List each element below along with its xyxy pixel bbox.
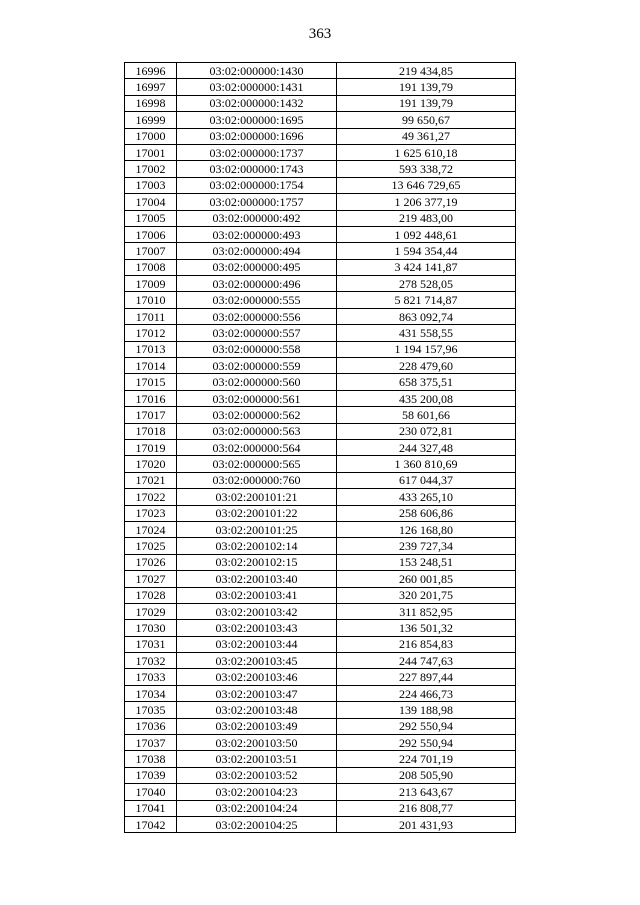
table-row (125, 358, 516, 374)
cadastral-number-cell: 03:02:200101:22 (177, 505, 337, 521)
value-cell: 216 808,77 (337, 800, 516, 816)
value-cell: 1 360 810,69 (337, 456, 516, 472)
cadastral-number-cell: 03:02:000000:492 (177, 210, 337, 226)
value-cell: 5 821 714,87 (337, 292, 516, 308)
row-number-cell: 17008 (125, 259, 177, 275)
cadastral-number-cell: 03:02:000000:1743 (177, 161, 337, 177)
cadastral-number-cell: 03:02:000000:558 (177, 341, 337, 357)
table-row (125, 489, 516, 505)
row-number-cell: 17031 (125, 636, 177, 652)
cadastral-number-cell: 03:02:000000:557 (177, 325, 337, 341)
cadastral-number-cell: 03:02:200103:47 (177, 685, 337, 701)
cadastral-number-cell: 03:02:200104:24 (177, 800, 337, 816)
table-row (125, 79, 516, 95)
cadastral-number-cell: 03:02:200103:45 (177, 653, 337, 669)
cadastral-number-cell: 03:02:000000:1696 (177, 128, 337, 144)
table-row (125, 292, 516, 308)
table-row (125, 456, 516, 472)
row-number-cell: 17036 (125, 718, 177, 734)
row-number-cell: 17016 (125, 390, 177, 406)
row-number-cell: 17039 (125, 767, 177, 783)
row-number-cell: 17013 (125, 341, 177, 357)
cadastral-number-cell: 03:02:000000:555 (177, 292, 337, 308)
value-cell: 1 092 448,61 (337, 226, 516, 242)
value-cell: 1 206 377,19 (337, 194, 516, 210)
value-cell: 311 852,95 (337, 603, 516, 619)
value-cell: 227 897,44 (337, 669, 516, 685)
row-number-cell: 17001 (125, 144, 177, 160)
row-number-cell: 17025 (125, 538, 177, 554)
table-row (125, 521, 516, 537)
value-cell: 278 528,05 (337, 276, 516, 292)
cadastral-number-cell: 03:02:000000:561 (177, 390, 337, 406)
value-cell: 228 479,60 (337, 358, 516, 374)
value-cell: 201 431,93 (337, 816, 516, 832)
value-cell: 99 650,67 (337, 112, 516, 128)
row-number-cell: 16998 (125, 95, 177, 111)
cadastral-number-cell: 03:02:200103:49 (177, 718, 337, 734)
cadastral-number-cell: 03:02:200103:42 (177, 603, 337, 619)
page-number: 363 (308, 26, 332, 42)
table-row (125, 685, 516, 701)
row-number-cell: 17023 (125, 505, 177, 521)
table-row (125, 767, 516, 783)
cadastral-number-cell: 03:02:200103:44 (177, 636, 337, 652)
cadastral-number-cell: 03:02:000000:563 (177, 423, 337, 439)
cadastral-number-cell: 03:02:000000:495 (177, 259, 337, 275)
row-number-cell: 17011 (125, 308, 177, 324)
value-cell: 617 044,37 (337, 472, 516, 488)
cadastral-number-cell: 03:02:200103:51 (177, 751, 337, 767)
value-cell: 1 194 157,96 (337, 341, 516, 357)
table-row (125, 784, 516, 800)
row-number-cell: 17000 (125, 128, 177, 144)
value-cell: 258 606,86 (337, 505, 516, 521)
cadastral-number-cell: 03:02:200102:15 (177, 554, 337, 570)
value-cell: 433 265,10 (337, 489, 516, 505)
row-number-cell: 17010 (125, 292, 177, 308)
row-number-cell: 17022 (125, 489, 177, 505)
cadastral-number-cell: 03:02:200103:48 (177, 702, 337, 718)
row-number-cell: 17030 (125, 620, 177, 636)
value-cell: 292 550,94 (337, 735, 516, 751)
table-row (125, 210, 516, 226)
cadastral-number-cell: 03:02:000000:1757 (177, 194, 337, 210)
row-number-cell: 17037 (125, 735, 177, 751)
value-cell: 191 139,79 (337, 95, 516, 111)
value-cell: 244 327,48 (337, 439, 516, 455)
table-body (125, 63, 516, 833)
row-number-cell: 17026 (125, 554, 177, 570)
table-row (125, 735, 516, 751)
value-cell: 431 558,55 (337, 325, 516, 341)
table-row (125, 816, 516, 832)
cadastral-number-cell: 03:02:200103:43 (177, 620, 337, 636)
cadastral-number-cell: 03:02:200104:23 (177, 784, 337, 800)
value-cell: 435 200,08 (337, 390, 516, 406)
cadastral-number-cell: 03:02:000000:556 (177, 308, 337, 324)
table-row (125, 95, 516, 111)
cadastral-number-cell: 03:02:200103:52 (177, 767, 337, 783)
row-number-cell: 17040 (125, 784, 177, 800)
table-row (125, 259, 516, 275)
row-number-cell: 17007 (125, 243, 177, 259)
table-row (125, 587, 516, 603)
table-row (125, 439, 516, 455)
table-row (125, 243, 516, 259)
cadastral-number-cell: 03:02:200103:41 (177, 587, 337, 603)
cadastral-number-cell: 03:02:000000:493 (177, 226, 337, 242)
cadastral-number-cell: 03:02:000000:565 (177, 456, 337, 472)
cadastral-number-cell: 03:02:000000:562 (177, 407, 337, 423)
cadastral-number-cell: 03:02:000000:760 (177, 472, 337, 488)
value-cell: 58 601,66 (337, 407, 516, 423)
cadastral-number-cell: 03:02:200101:21 (177, 489, 337, 505)
value-cell: 213 643,67 (337, 784, 516, 800)
row-number-cell: 17003 (125, 177, 177, 193)
value-cell: 191 139,79 (337, 79, 516, 95)
table-row (125, 603, 516, 619)
row-number-cell: 17002 (125, 161, 177, 177)
table-row (125, 718, 516, 734)
cadastral-number-cell: 03:02:200103:50 (177, 735, 337, 751)
value-cell: 224 466,73 (337, 685, 516, 701)
value-cell: 244 747,63 (337, 653, 516, 669)
value-cell: 3 424 141,87 (337, 259, 516, 275)
table-row (125, 308, 516, 324)
value-cell: 320 201,75 (337, 587, 516, 603)
value-cell: 658 375,51 (337, 374, 516, 390)
value-cell: 239 727,34 (337, 538, 516, 554)
value-cell: 593 338,72 (337, 161, 516, 177)
row-number-cell: 17012 (125, 325, 177, 341)
table-row (125, 571, 516, 587)
row-number-cell: 17042 (125, 816, 177, 832)
table-row (125, 112, 516, 128)
cadastral-number-cell: 03:02:200104:25 (177, 816, 337, 832)
row-number-cell: 17032 (125, 653, 177, 669)
table-row (125, 144, 516, 160)
table-row (125, 161, 516, 177)
cadastral-number-cell: 03:02:000000:1695 (177, 112, 337, 128)
row-number-cell: 17041 (125, 800, 177, 816)
table-row (125, 800, 516, 816)
row-number-cell: 17005 (125, 210, 177, 226)
row-number-cell: 17024 (125, 521, 177, 537)
cadastral-value-table (124, 62, 516, 833)
row-number-cell: 17004 (125, 194, 177, 210)
row-number-cell: 17018 (125, 423, 177, 439)
cadastral-number-cell: 03:02:000000:494 (177, 243, 337, 259)
table-row (125, 751, 516, 767)
table-row (125, 636, 516, 652)
cadastral-number-cell: 03:02:000000:496 (177, 276, 337, 292)
value-cell: 208 505,90 (337, 767, 516, 783)
table-row (125, 407, 516, 423)
row-number-cell: 17027 (125, 571, 177, 587)
table-row (125, 702, 516, 718)
cadastral-number-cell: 03:02:000000:1430 (177, 63, 337, 79)
table-row (125, 554, 516, 570)
table-row (125, 194, 516, 210)
row-number-cell: 17006 (125, 226, 177, 242)
value-cell: 260 001,85 (337, 571, 516, 587)
cadastral-number-cell: 03:02:000000:559 (177, 358, 337, 374)
value-cell: 1 625 610,18 (337, 144, 516, 160)
table-row (125, 276, 516, 292)
row-number-cell: 17009 (125, 276, 177, 292)
table-row (125, 669, 516, 685)
table-row (125, 226, 516, 242)
row-number-cell: 17033 (125, 669, 177, 685)
table-row (125, 374, 516, 390)
value-cell: 230 072,81 (337, 423, 516, 439)
table-row (125, 128, 516, 144)
table-row (125, 423, 516, 439)
table-row (125, 653, 516, 669)
cadastral-number-cell: 03:02:000000:560 (177, 374, 337, 390)
row-number-cell: 17014 (125, 358, 177, 374)
row-number-cell: 17019 (125, 439, 177, 455)
table-row (125, 341, 516, 357)
table-row (125, 325, 516, 341)
value-cell: 49 361,27 (337, 128, 516, 144)
cadastral-number-cell: 03:02:000000:1431 (177, 79, 337, 95)
row-number-cell: 17020 (125, 456, 177, 472)
table-row (125, 177, 516, 193)
row-number-cell: 16996 (125, 63, 177, 79)
value-cell: 224 701,19 (337, 751, 516, 767)
cadastral-number-cell: 03:02:000000:1737 (177, 144, 337, 160)
value-cell: 139 188,98 (337, 702, 516, 718)
value-cell: 153 248,51 (337, 554, 516, 570)
cadastral-number-cell: 03:02:000000:564 (177, 439, 337, 455)
row-number-cell: 17021 (125, 472, 177, 488)
cadastral-number-cell: 03:02:000000:1754 (177, 177, 337, 193)
table-row (125, 472, 516, 488)
row-number-cell: 17035 (125, 702, 177, 718)
row-number-cell: 16997 (125, 79, 177, 95)
value-cell: 13 646 729,65 (337, 177, 516, 193)
row-number-cell: 17017 (125, 407, 177, 423)
cadastral-number-cell: 03:02:000000:1432 (177, 95, 337, 111)
value-cell: 863 092,74 (337, 308, 516, 324)
cadastral-number-cell: 03:02:200101:25 (177, 521, 337, 537)
row-number-cell: 17015 (125, 374, 177, 390)
row-number-cell: 17034 (125, 685, 177, 701)
row-number-cell: 17029 (125, 603, 177, 619)
cadastral-number-cell: 03:02:200102:14 (177, 538, 337, 554)
value-cell: 126 168,80 (337, 521, 516, 537)
cadastral-number-cell: 03:02:200103:46 (177, 669, 337, 685)
row-number-cell: 16999 (125, 112, 177, 128)
value-cell: 1 594 354,44 (337, 243, 516, 259)
table-row (125, 620, 516, 636)
value-cell: 219 434,85 (337, 63, 516, 79)
table-row (125, 505, 516, 521)
cadastral-number-cell: 03:02:200103:40 (177, 571, 337, 587)
table-row (125, 63, 516, 79)
value-cell: 219 483,00 (337, 210, 516, 226)
value-cell: 216 854,83 (337, 636, 516, 652)
value-cell: 136 501,32 (337, 620, 516, 636)
value-cell: 292 550,94 (337, 718, 516, 734)
row-number-cell: 17028 (125, 587, 177, 603)
table-row (125, 538, 516, 554)
table-row (125, 390, 516, 406)
row-number-cell: 17038 (125, 751, 177, 767)
